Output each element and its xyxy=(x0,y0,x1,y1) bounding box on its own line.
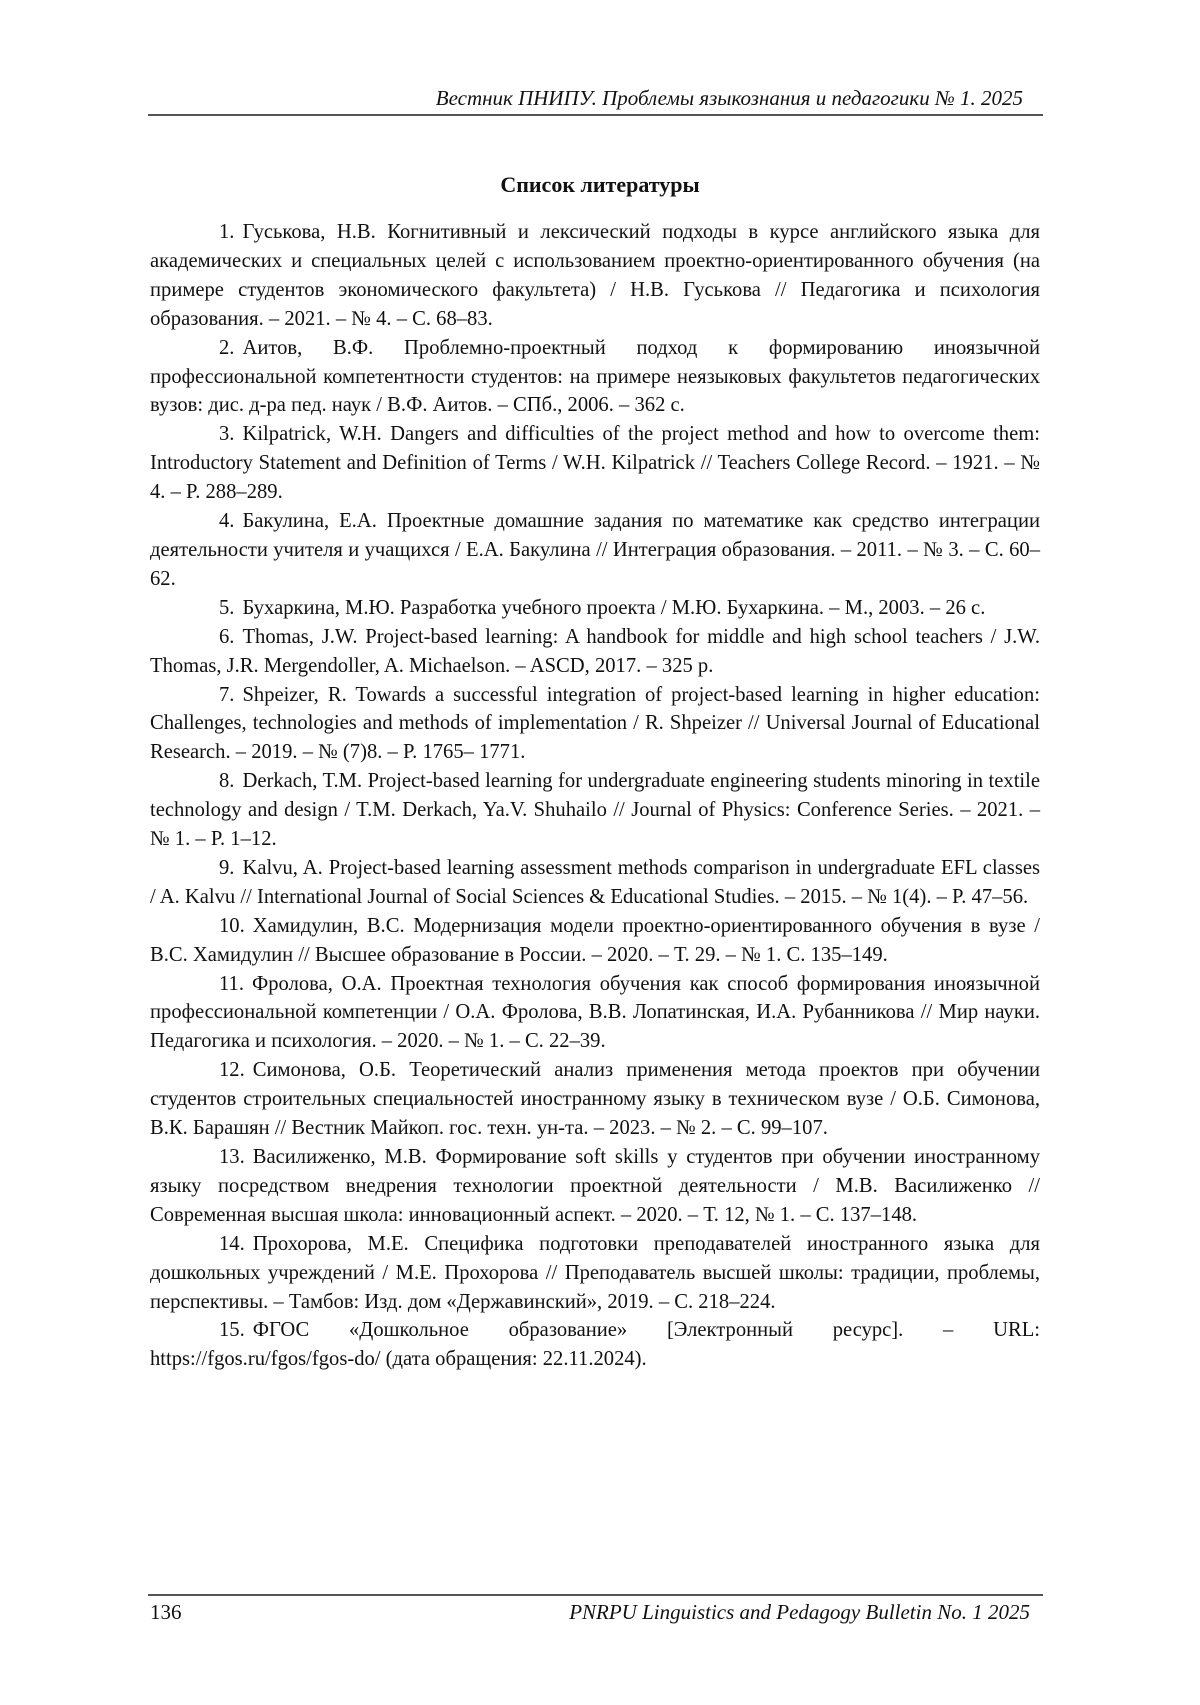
running-footer: PNRPU Linguistics and Pedagogy Bulletin No. 1 2025 xyxy=(569,1600,1030,1624)
reference-item xyxy=(150,1056,1040,1143)
reference-item xyxy=(150,594,1040,623)
reference-item xyxy=(150,681,1040,768)
reference-number: 10. xyxy=(219,914,245,937)
reference-text: Thomas, J.W. Project-based learning: A handbook for middle and high school teachers / J.W. Thomas, J.R. Mergendoller, A. Michaelson. – ASCD, 2017. – 325 p. xyxy=(150,625,1040,677)
section-title: Список литературы xyxy=(500,172,700,197)
reference-text: Derkach, T.M. Project-based learning for undergraduate engineering students minoring in textile technology and design / T.M. Derkach, Ya.V. Shuhailo // Journal of Physics: Conference Series. – 2021. – № 1. – P. 1–12. xyxy=(150,770,1040,851)
reference-item xyxy=(150,218,1040,334)
reference-number: 15. xyxy=(219,1319,245,1342)
reference-item xyxy=(150,1316,1040,1374)
footer-divider xyxy=(148,1594,1043,1596)
reference-item xyxy=(150,912,1040,970)
reference-number: 6. xyxy=(219,625,235,648)
reference-number: 9. xyxy=(219,856,235,879)
reference-item xyxy=(150,854,1040,912)
reference-number: 2. xyxy=(219,336,235,359)
reference-item xyxy=(150,1143,1040,1230)
reference-item xyxy=(150,420,1040,507)
reference-text: ФГОС «Дошкольное образование» [Электронный ресурс]. – URL: https://fgos.ru/fgos/fgos-do/ (дата обращения: 22.11.2024). xyxy=(150,1319,1040,1371)
reference-number: 1. xyxy=(219,221,235,243)
running-header: Вестник ПНИПУ. Проблемы языкознания и педагогики № 1. 2025 xyxy=(435,86,1023,110)
reference-text: Kilpatrick, W.H. Dangers and difficulties of the project method and how to overcome them: Introductory Statement and Definition of Terms / W.H. Kilpatrick // Teachers College Record. – 1921. – № 4. – P. 288–289. xyxy=(150,423,1040,504)
reference-text: Kalvu, A. Project-based learning assessment methods comparison in undergraduate EFL classes / A. Kalvu // International Journal of Social Sciences & Educational Studies. – 2015. – № 1(4). – P. 47–56. xyxy=(150,856,1040,908)
reference-text: Симонова, О.Б. Теоретический анализ применения метода проектов при обучении студентов строительных специальностей иностранному языку в техническом вузе / О.Б. Симонова, В.К. Барашян // Вестник Майкоп. гос. техн. ун-та. – 2023. – № 2. – С. 99–107. xyxy=(150,1059,1040,1140)
reference-number: 14. xyxy=(219,1232,245,1255)
reference-item xyxy=(150,1230,1040,1317)
reference-number: 7. xyxy=(219,683,235,706)
reference-item xyxy=(150,767,1040,854)
reference-number: 8. xyxy=(219,770,235,793)
reference-text: Бухаркина, М.Ю. Разработка учебного проекта / М.Ю. Бухаркина. – М., 2003. – 26 с. xyxy=(242,596,986,619)
reference-text: Гуськова, Н.В. Когнитивный и лексический подходы в курсе английского языка для академических и специальных целей с использованием проектно-ориентированного обучения (на примере студентов экономического факультета) / Н.В. Гуськова // Педагогика и психология образования. – 2021. – № 4. – С. 68–83. xyxy=(150,221,1040,330)
reference-text: Фролова, О.А. Проектная технология обучения как способ формирования иноязычной профессиональной компетенции / О.А. Фролова, В.В. Лопатинская, И.А. Рубанникова // Мир науки. Педагогика и психология. – 2020. – № 1. – С. 22–39. xyxy=(150,972,1040,1053)
reference-number: 12. xyxy=(219,1059,245,1082)
reference-item xyxy=(150,334,1040,421)
reference-text: Shpeizer, R. Towards a successful integration of project-based learning in higher education: Challenges, technologies and methods of implementation / R. Shpeizer // Universal Journal of Educational Research. – 2019. – № (7)8. – P. 1765– 1771. xyxy=(150,683,1040,764)
reference-number: 4. xyxy=(219,510,235,533)
reference-number: 5. xyxy=(219,596,235,619)
reference-text: Прохорова, М.Е. Специфика подготовки преподавателей иностранного языка для дошкольных учреждений / М.Е. Прохорова // Преподаватель высшей школы: традиции, проблемы, перспективы. – Тамбов: Изд. дом «Державинский», 2019. – С. 218–224. xyxy=(150,1232,1040,1313)
reference-item xyxy=(150,507,1040,594)
reference-number: 11. xyxy=(219,972,244,995)
reference-text: Хамидулин, В.С. Модернизация модели проектно-ориентированного обучения в вузе / В.С. Хамидулин // Высшее образование в России. – 2020. – Т. 29. – № 1. С. 135–149. xyxy=(150,914,1040,966)
reference-text: Аитов, В.Ф. Проблемно-проектный подход к формированию иноязычной профессиональной компетентности студентов: на примере неязыковых факультетов педагогических вузов: дис. д-ра пед. наук / В.Ф. Аитов. – СПб., 2006. – 362 с. xyxy=(150,336,1040,417)
reference-number: 13. xyxy=(219,1146,245,1168)
reference-text: Василиженко, М.В. Формирование soft skills у студентов при обучении иностранному языку посредством внедрения технологии проектной деятельности / М.В. Василиженко // Современная высшая школа: инновационный аспект. – 2020. – Т. 12, № 1. – С. 137–148. xyxy=(150,1146,1040,1226)
header-divider xyxy=(148,114,1043,116)
reference-number: 3. xyxy=(219,423,235,446)
reference-item xyxy=(150,970,1040,1057)
reference-text: Бакулина, Е.А. Проектные домашние задания по математике как средство интеграции деятельности учителя и учащихся / Е.А. Бакулина // Интеграция образования. – 2011. – № 3. – С. 60–62. xyxy=(150,510,1040,590)
reference-list xyxy=(150,218,1040,1374)
page-number: 136 xyxy=(150,1600,182,1624)
reference-item xyxy=(150,623,1040,681)
